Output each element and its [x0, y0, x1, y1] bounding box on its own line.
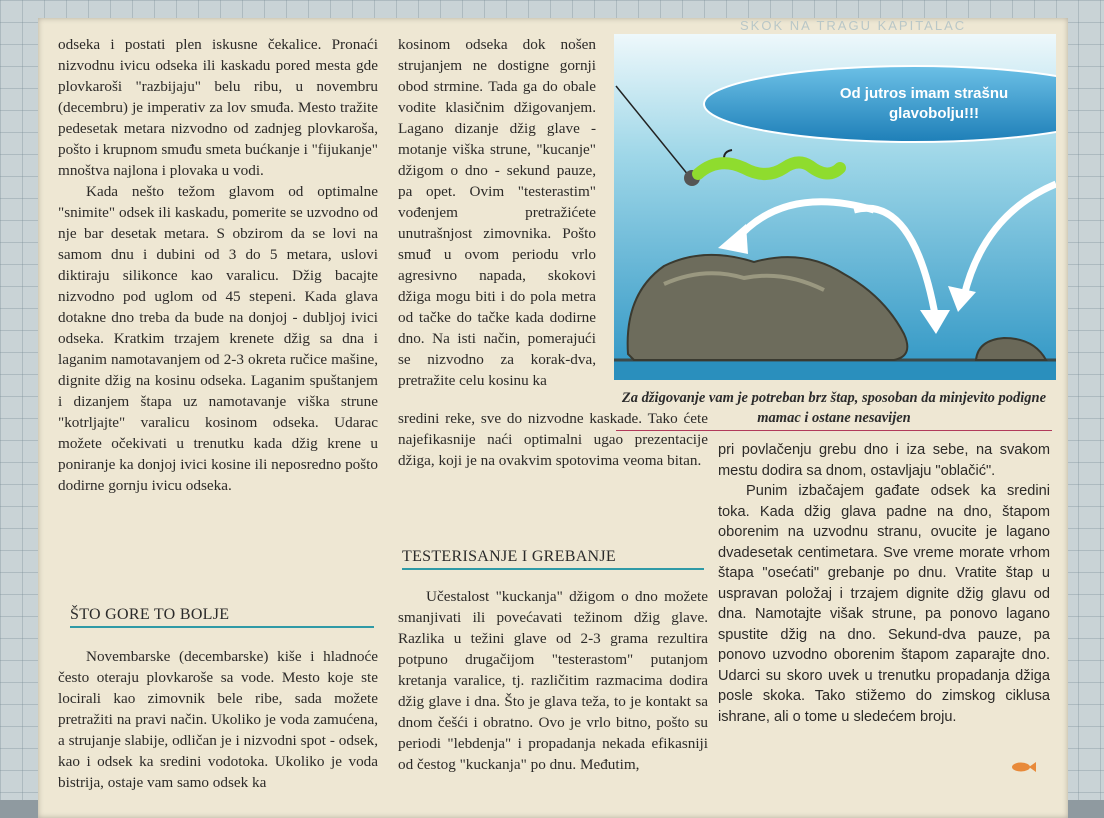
column-3-text [718, 440, 1050, 727]
illustration-caption: Za džigovanje vam je potreban brz štap, sposoban da minjevito podigne mamac i ostane nesavijen [616, 388, 1052, 431]
paragraph: Učestalost "kuckanja" džigom o dno možete smanjivati ili povećavati težinom džig glave. Razlika u težini glave od 2-3 grama rezultira potpuno drugačijom "testerastom" putanjom kretanja varalice, tj. različitim razmacima dodira džig glave i dna. Što je glava teža, to je kontakt sa dnom češći i obratno. Ovo je vrlo bitno, pošto su periodi "lebdenja" i propadanja nekada efikasniji od čestog "kuckanja" po dnu. Međutim, [398, 588, 708, 773]
section-heading-testerisanje: TESTERISANJE I GREBANJE [402, 548, 704, 570]
paragraph: Kada nešto težom glavom od optimalne "snimite" odsek ili kaskadu, pomerite se uzvodno od nje bar desetak metara. S obzirom da se lovi na samom dnu i dubini od 3 do 5 metara, uslovi diktiraju silikonce kao varalicu. Džig bacajte nizvodno pod uglom od 45 stepeni. Kada glava dotakne dno treba da bude na donjoj - dubljoj ivici odseka. Kratkim trzajem krenete džig sa dna i laganim namotavanjem od 2-3 okreta ručice mašine, dignite džig na kosinu odseka. Laganim spuštanjem i dizanjem štapa uz namotavanje viška strune "kotrljajte" varalicu kosinom odseka. Udarac možete očekivati u trenutku kada džig krene u poniranje ka donjoj ivici kosine ili neposredno pošto dodirne gornju ivicu odseka. [58, 183, 378, 494]
column-1-text [58, 34, 378, 496]
fish-end-mark-icon [1010, 760, 1036, 774]
column-2-bottom-text [398, 586, 708, 775]
faded-header-text: SKOK NA TRAGU KAPITALAC [740, 18, 967, 33]
paragraph: Punim izbačajem gađate odsek ka sredini toka. Kada džig glava padne na dno, štapom oborenim na uzvodnu stranu, ovucite je lagano dvadesetak centimetara. Sve vreme morate vrhom štapa "osećati" grebanje po dnu. Vratite štap u uspravan položaj i trzajem dignite džig glavu od dna. Namotajte višak strune, pa ponovo lagano spustite džig na dno. Sekund-dva pauze, pa ponovo uzvodno oborenim štapom zaparajte dno. Udarci su skoro uvek u trenutku propadanja džiga posle skoka. Tako stižemo do zimskog ciklusa ishrane, ali o tome u sledećem broju. [718, 483, 1050, 725]
jig-illustration [614, 34, 1056, 380]
paragraph: pri povlačenju grebu dno i iza sebe, na svakom mestu dodira sa dnom, ostavljaju "oblačić". [718, 442, 1050, 479]
paragraph: kosinom odseka dok nošen strujanjem ne dostigne gornji obod strmine. Tada ga do obale vodite klasičnim džigovanjem. Lagano dizanje džig glave - motanje viška strune, "kucanje" džigom o dno - sekund pauze, pa opet. Ovim "testerastim" vođenjem pretražićete unutrašnjost zimovnika. Pošto smuđ u ovom periodu vrlo agresivno napada, skokovi džiga mogu biti i do pola metra od tačke do tačke kada dodirne dno. Na isti način, pomerajući se nizvodno za korak-dva, pretražite celu kosinu ka [398, 36, 596, 389]
bottom-strip [614, 360, 1056, 380]
bubble-text-line-1: Od jutros imam strašnu [839, 85, 1009, 102]
paragraph: sredini reke, sve do nizvodne kaskade. Tako ćete najefikasnije naći optimalni ugao prezentacije džiga, koji je na ovakvim spotovima veoma bitan. [398, 410, 708, 469]
paragraph: odseka i postati plen iskusne čekalice. Pronaći nizvodnu ivicu odseka ili kaskadu pored mesta gde plovkaroši "razbijaju" belu ribu, u novembru (decembru) je imperativ za lov smuđa. Mesto tražite pedesetak metara nizvodno od zadnjeg plovkaroša, pošto i krupnom smuđu smeta bućkanje i "fijukanje" mnoštva najlona i plovaka u vodi. [58, 36, 378, 179]
column-1-bottom-text [58, 646, 378, 793]
paragraph: Novembarske (decembarske) kiše i hladnoće često oteraju plovkaroše sa vode. Mesto koje ste locirali kao zimovnik bele ribe, sada možete pretražiti na pravi način. Ukoliko je voda zamućena, a strujanje slabije, odličan je i nizvodni spot - odsek, kao i odsek ka sredini vodotoka. Ukoliko je voda bistrija, ostaje vam samo odsek ka [58, 648, 378, 791]
section-heading-sto-gore: ŠTO GORE TO BOLJE [70, 606, 374, 628]
bubble-text-line-2: glavobolju!!! [889, 105, 979, 122]
column-2-top-text [398, 34, 596, 391]
